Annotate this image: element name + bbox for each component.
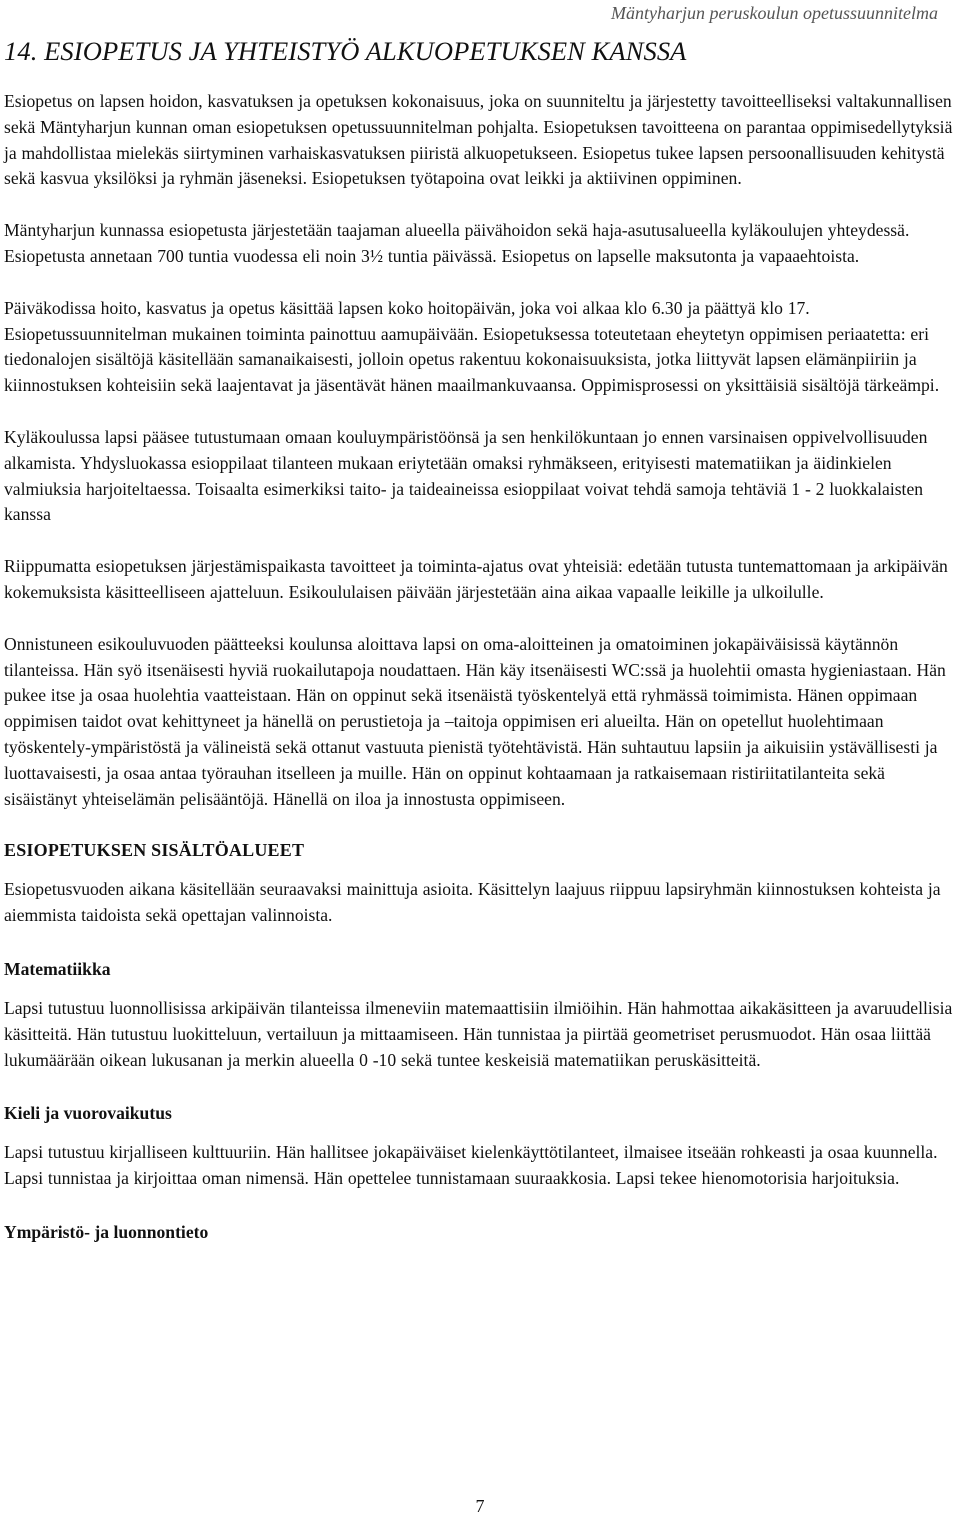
subheading-language: Kieli ja vuorovaikutus xyxy=(4,1103,172,1124)
paragraph-mathematics: Lapsi tutustuu luonnollisissa arkipäivän tilanteissa ilmeneviin matemaattisiin ilmiöihin. Hän hahmottaa aikakäsitteen ja avaruudellisia käsitteitä. Hän tutustuu luokitteluun, vertailuun ja mittaamiseen. Hän tunnistaa ja piirtää geometriset perusmuodot. Hän osaa liittää lukumäärään oikean lukusanan ja merkin alueella 0 -10 sekä tuntee keskeisiä matematiikan peruskäsitteitä. xyxy=(4,997,953,1070)
document-body xyxy=(4,89,954,1245)
paragraph-daycare: Päiväkodissa hoito, kasvatus ja opetus käsittää lapsen koko hoitopäivän, joka voi alkaa klo 6.30 ja päättyä klo 17. Esiopetussuunnitelman mukainen toiminta painottuu aamupäivään. Esiopetuksessa toteutetaan eheytetyn oppimisen periaatetta: eri tiedonalojen sisältöjä käsitellään samanaikaisesti, jolloin opetus rakentuu kokonaisuuksista, jotka liittyvät lapsen elämänpiiriin ja kiinnostuksen kohteisiin sekä laajentavat ja jäsentävät hänen maailmankuvaansa. Oppimisprosessi on yksittäisiä sisältöjä tärkeämpi. xyxy=(4,297,940,396)
paragraph-common-goals: Riippumatta esiopetuksen järjestämispaikasta tavoitteet ja toiminta-ajatus ovat yhteisiä: edetään tutusta tuntemattomaan ja arkipäivän kokemuksista käsitteelliseen ajatteluun. Esikoululaisen päivään järjestetään aina aikaa vapaalle leikille ja ulkoilulle. xyxy=(4,556,948,602)
page-number: 7 xyxy=(475,1496,485,1516)
paragraph-outcomes: Onnistuneen esikouluvuoden päätteeksi koulunsa aloittava lapsi on oma-aloitteinen ja omatoiminen jokapäiväisissä käytännön tilanteissa. Hän syö itsenäisesti hyviä ruokailutapoja noudattaen. Hän käy itsenäisesti WC:ssä ja huolehtii omasta hygieniastaan. Hän pukee itse ja osaa huolehtia vaatteistaan. Hän on oppinut sekä itsenäistä työskentelyä että ryhmässä toimimista. Hänen oppimaan oppimisen taidot ovat kehittyneet ja hänellä on perustietoja ja –taitoja oppimisen eri alueilta. Hän on opetellut huolehtimaan työskentely-ympäristöstä ja välineistä sekä ottanut vastuuta pienistä työtehtävistä. Hän suhtautuu lapsiin ja aikuisiin ystävällisesti ja luottavaisesti, ja osaa antaa työrauhan itselleen ja muille. Hän on oppinut kohtaamaan ja ratkaisemaan ristiriitatilanteita sekä sisäistänyt yhteiselämän pelisääntöjä. Hänellä on iloa ja innostusta oppimiseen. xyxy=(4,633,946,809)
paragraph-content-areas: Esiopetusvuoden aikana käsitellään seuraavaksi mainittuja asioita. Käsittelyn laajuus riippuu lapsiryhmän kiinnostuksen kohteista ja aiemmista taidoista sekä opettajan valinnoista. xyxy=(4,879,941,926)
document-page xyxy=(4,0,956,1520)
subheading-environment: Ympäristö- ja luonnontieto xyxy=(4,1221,209,1242)
paragraph-language: Lapsi tutustuu kirjalliseen kulttuuriin. Hän hallitsee jokapäiväiset kielenkäyttötilanteet, ilmaisee itseään rohkeasti ja osaa kuunnella. Lapsi tunnistaa ja kirjoittaa oman nimensä. Hän opettelee tunnistamaan suuraakkosia. Lapsi tekee hienomotorisia harjoituksia. xyxy=(4,1142,938,1189)
subheading-mathematics: Matematiikka xyxy=(4,958,111,979)
chapter-title: 14. ESIOPETUS JA YHTEISTYÖ ALKUOPETUKSEN KANSSA xyxy=(4,36,687,66)
section-heading-content-areas: ESIOPETUKSEN SISÄLTÖALUEET xyxy=(4,840,305,861)
paragraph-organization: Mäntyharjun kunnassa esiopetusta järjestetään taajaman alueella päivähoidon sekä haja-asutusalueella kyläkoulujen yhteydessä. Esiopetusta annetaan 700 tuntia vuodessa eli noin 3½ tuntia päivässä. Esiopetus on lapselle maksutonta ja vapaaehtoista. xyxy=(4,220,910,266)
paragraph-intro: Esiopetus on lapsen hoidon, kasvatuksen ja opetuksen kokonaisuus, joka on suunniteltu ja järjestetty tavoitteelliseksi valtakunnallisen sekä Mäntyharjun kunnan oman esiopetuksen opetussuunnitelman pohjalta. Esiopetuksen tavoitteena on parantaa oppimisedellytyksiä ja mahdollistaa mielekäs siirtyminen varhaiskasvatuksen piiristä alkuopetukseen. Esiopetus tukee lapsen persoonallisuuden kehitystä sekä kasvua yksilöksi ja ryhmän jäseneksi. Esiopetuksen työtapoina ovat leikki ja aktiivinen oppiminen. xyxy=(4,91,953,189)
paragraph-village-school: Kyläkoulussa lapsi pääsee tutustumaan omaan kouluympäristöönsä ja sen henkilökuntaan jo ennen varsinaisen oppivelvollisuuden alkamista. Yhdysluokassa esioppilaat tilanteen mukaan eriytetään omaksi ryhmäkseen, erityisesti matematiikan ja äidinkielen valmiuksia harjoiteltaessa. Toisaalta esimerkiksi taito- ja taideaineissa esioppilaat voivat tehdä samoja tehtäviä 1 - 2 luokkalaisten kanssa xyxy=(4,426,928,525)
running-header: Mäntyharjun peruskoulun opetussuunnitelma xyxy=(611,3,938,23)
